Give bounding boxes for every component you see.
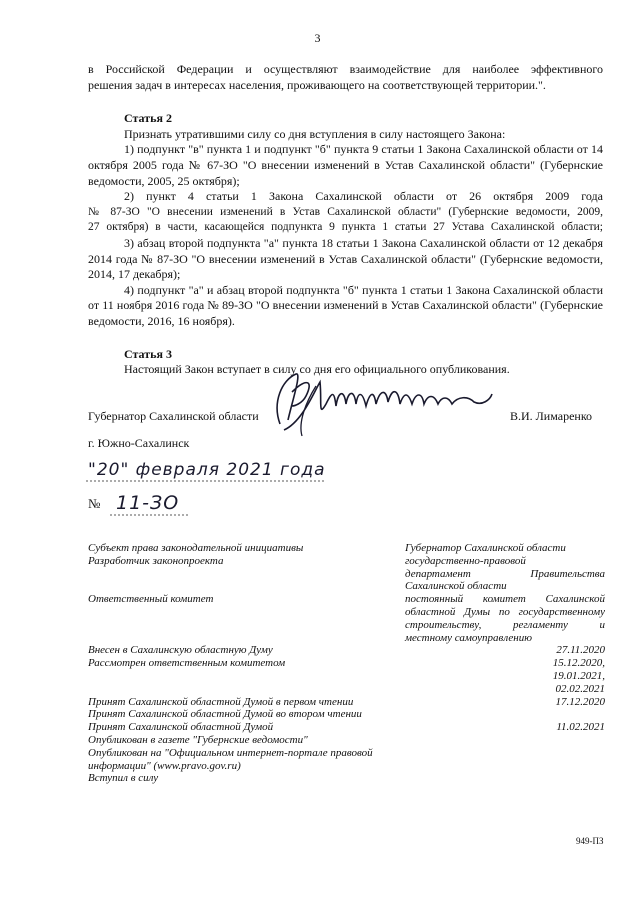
committee-value-1: постоянный комитет Сахалинской	[405, 593, 605, 606]
date-underline	[86, 478, 326, 484]
developer-label: Разработчик законопроекта	[88, 554, 224, 567]
governor-title: Губернатор Сахалинской области	[88, 409, 259, 423]
article-2-heading: Статья 2	[124, 111, 172, 126]
handwritten-law-number: 11-ЗО	[116, 492, 180, 514]
reviewed-date-3: 02.02.2021	[555, 682, 605, 695]
developer-value-2: департамент Правительства	[405, 567, 605, 580]
published-portal-label-2: информации" (www.pravo.gov.ru)	[88, 759, 241, 772]
law-number-label: №	[88, 496, 101, 511]
metadata-labels	[88, 542, 408, 785]
developer-value-1: государственно-правовой	[405, 554, 526, 567]
reviewed-date-1: 15.12.2020,	[552, 657, 605, 670]
governor-name: В.И. Лимаренко	[510, 409, 593, 423]
article-2-item-1: 1) подпункт "в" пункта 1 и подпункт "б" пункта 9 статьи 1 Закона Сахалинской области от 14 октября 2005 года № 67-ЗО "О внесении изменений в Устав Сахалинской области" (Губернские ведомости, 2005, 25 октября);	[88, 142, 603, 188]
intro-line-2: решения задач в интересах населения, проживающего на соответствующей территории.".	[88, 77, 546, 92]
article-2-item-4: 4) подпункт "а" и абзац второй подпункта "б" пункта 1 статьи 1 Закона Сахалинской области от 11 ноября 2016 года № 89-ЗО "О внесении изменений в Устав Сахалинской области" (Губернские ведомости, 2016, 16 ноября).	[88, 282, 603, 328]
article-2-item-2-line-3: 27 октября) в части, касающейся подпункта 9 пункта 1 статьи 27 Устава Сахалинской области;	[88, 221, 603, 234]
page-number: 3	[314, 31, 321, 45]
committee-value-2: областной Думы по государственному	[405, 605, 605, 618]
article-3-heading: Статья 3	[124, 346, 172, 361]
developer-value-3: Сахалинской области	[405, 580, 507, 593]
reviewed-label: Рассмотрен ответственным комитетом	[88, 657, 286, 670]
article-2-item-2-line-2: № 87-ЗО "О внесении изменений в Устав Сахалинской области" (Губернские ведомости, 2009,	[88, 205, 603, 218]
submitted-date: 27.11.2020	[556, 644, 605, 657]
governor-signature	[262, 362, 502, 447]
adopted-date: 11.02.2021	[556, 721, 605, 734]
first-reading-date: 17.12.2020	[555, 695, 605, 708]
number-underline	[110, 512, 190, 518]
article-2-lead: Признать утратившими силу со дня вступления в силу настоящего Закона:	[124, 126, 506, 141]
subject-label: Субъект права законодательной инициативы	[88, 542, 304, 554]
committee-value-4: местному самоуправлению	[405, 631, 532, 644]
article-3-text: Настоящий Закон вступает в силу со дня его официального опубликования.	[124, 362, 510, 377]
in-force-label: Вступил в силу	[88, 772, 159, 785]
submitted-label: Внесен в Сахалинскую областную Думу	[88, 644, 273, 657]
article-2-item-3: 3) абзац второй подпункта "а" пункта 18 статьи 1 Закона Сахалинской области от 12 декабря 2014 года № 87-ЗО "О внесении изменений в Устав Сахалинской области" (Губернские ведомости, 2014, 17 декабря);	[88, 235, 603, 282]
committee-label: Ответственный комитет	[88, 593, 214, 606]
first-reading-label: Принят Сахалинской областной Думой в первом чтении	[88, 695, 354, 708]
committee-value-3: строительству, регламенту и	[405, 618, 605, 631]
handwritten-date: "20" февраля 2021 года	[88, 460, 326, 480]
law-body	[88, 62, 603, 378]
second-reading-label: Принят Сахалинской областной Думой во втором чтении	[88, 708, 362, 721]
reviewed-date-2: 19.01.2021,	[552, 669, 605, 682]
article-2-item-2-line-1: 2) пункт 4 статьи 1 Закона Сахалинской области от 26 октября 2009 года	[124, 189, 603, 204]
city: г. Южно-Сахалинск	[88, 436, 190, 450]
footer-code: 949-ПЗ	[576, 836, 604, 846]
published-gazette-label: Опубликован в газете "Губернские ведомости"	[88, 733, 308, 746]
published-portal-label-1: Опубликован на "Официальном интернет-портале правовой	[88, 746, 373, 759]
subject-value: Губернатор Сахалинской области	[405, 542, 566, 554]
adopted-label: Принят Сахалинской областной Думой	[88, 721, 274, 734]
intro-line-1: в Российской Федерации и осуществляют взаимодействие для наиболее эффективного	[88, 62, 603, 76]
metadata-values	[405, 542, 605, 734]
